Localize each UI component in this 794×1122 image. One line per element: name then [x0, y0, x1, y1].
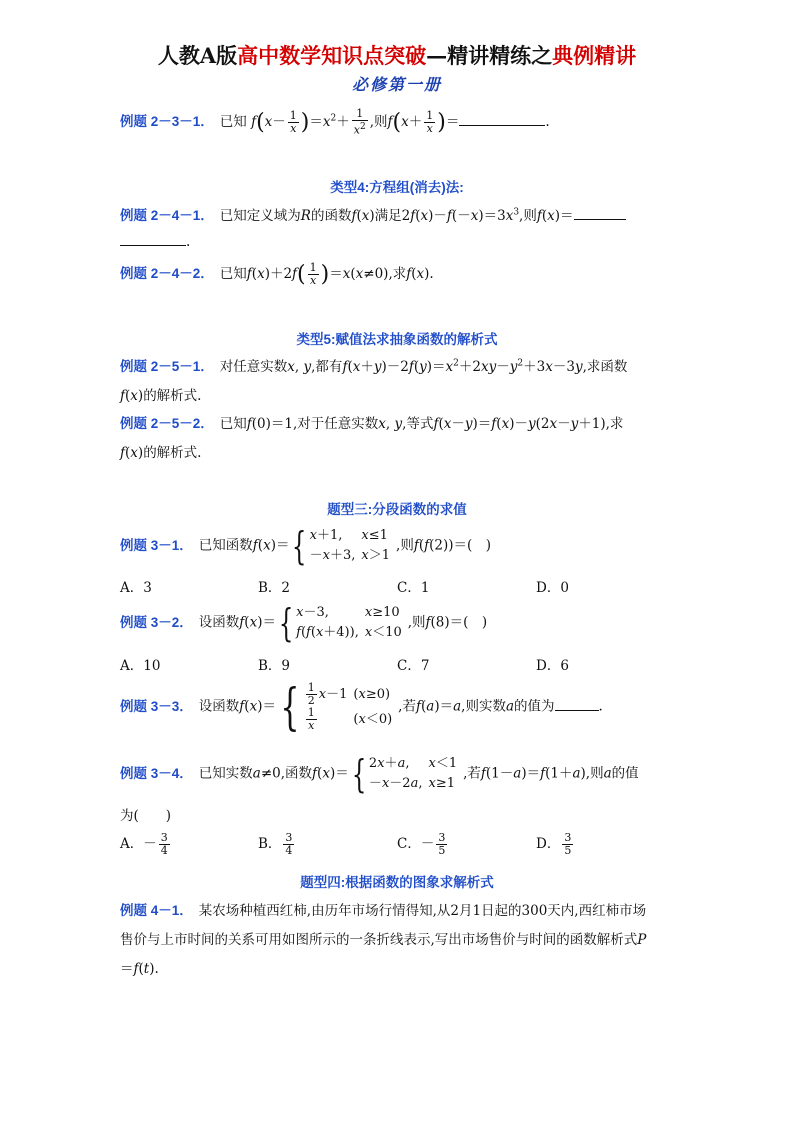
problem-text: .: [186, 234, 191, 250]
problem-text: ,函数: [280, 765, 313, 782]
problem-4-1-cont: 售价与上市时间的关系可用如图所示的一条折线表示,写出市场售价与时间的函数解析式P: [120, 932, 647, 948]
section-type4: 类型4:方程组(消去)法:: [330, 180, 464, 195]
problem-text: ＝( ): [453, 537, 492, 554]
option-b: B．9: [258, 658, 291, 674]
option-label: B．: [258, 836, 282, 852]
option-c: C．－ $\frac{3}{5}$: [397, 831, 446, 857]
option-a: A．3: [120, 580, 152, 596]
problem-text: ,若: [463, 765, 481, 782]
problem-label: 例题 2－3－1．: [120, 113, 214, 129]
option-d: D． $\frac{3}{5}$: [536, 831, 572, 857]
option-label: A．: [120, 836, 144, 852]
problem-text: ,求函数: [582, 359, 628, 375]
option-a: A．－ $\frac{3}{4}$: [120, 831, 168, 857]
problem-text: ,求: [605, 416, 624, 432]
problem-label: 例题 2－4－1．: [120, 208, 214, 223]
option-b: B．2: [258, 580, 291, 596]
problem-3-2: 例题 3－2． 设函数f(x)＝{ x－3, x≥10 f(f(x＋4)), x＜10,则f(8)＝( ): [120, 601, 488, 645]
problem-text: 售价与上市时间的关系可用如图所示的一条折线表示,写出市场售价与时间的函数解析式: [120, 932, 638, 948]
problem-2-4-1: 例题 2－4－1． 已知定义域为R的函数f(x)满足$2f(x)-f(-x)=3x^3$,则f(x)＝: [120, 204, 626, 224]
section-topic4: 题型四:根据函数的图象求解析式: [300, 875, 494, 890]
problem-text: 设函数: [198, 614, 240, 631]
option-a: A．10: [120, 658, 161, 674]
problem-text: ,则: [585, 765, 604, 782]
problem-label: 例题 3－4．: [120, 765, 193, 781]
problem-text: ,若: [398, 698, 416, 715]
problem-label: 例题 3－2．: [120, 614, 193, 630]
page-subtitle: 必修第一册: [351, 75, 442, 94]
problem-text: ,等式: [402, 416, 434, 432]
option-label: C．: [397, 836, 421, 852]
problem-text: 满足: [374, 208, 402, 224]
problem-text: 对任意实数: [219, 359, 288, 375]
problem-3-1: 例题 3－1． 已知函数f(x)＝{ x＋1, x≤1 －x＋3, x＞1,则f(f(2))＝( ): [120, 524, 492, 568]
option-d: D．6: [536, 658, 569, 674]
page-title: [0, 40, 794, 70]
problem-label: 例题 3－1．: [120, 537, 193, 553]
problem-2-4-1-cont: [120, 234, 190, 250]
problem-text: ,则: [519, 208, 537, 224]
problem-label: 例题 4－1．: [120, 903, 193, 918]
option-d: D．0: [536, 580, 569, 596]
problem-text: .: [545, 113, 550, 130]
problem-2-4-2: 例题 2－4－2． 已知f(x)＋2f( $\frac{1}{x}$ )＝x(x≠0),求f(x).: [120, 261, 434, 287]
problem-text: 已知: [219, 416, 247, 432]
problem-4-1: [120, 899, 646, 919]
problem-text: 的解析式.: [143, 445, 202, 461]
problem-text: 已知定义域为: [219, 208, 301, 224]
problem-3-4-cont: 为( ): [120, 808, 172, 824]
problem-text: 已知实数: [198, 765, 253, 782]
option-b: B． $\frac{3}{4}$: [258, 831, 293, 857]
section-type5: 类型5:赋值法求抽象函数的解析式: [296, 332, 498, 347]
problem-text: ,则: [407, 614, 426, 631]
problem-text: 的解析式.: [143, 388, 202, 404]
problem-text: 的值为: [514, 698, 555, 715]
problem-text: ,都有: [311, 359, 343, 375]
problem-text: ,求: [388, 266, 407, 282]
title-part: 人教A版: [157, 43, 238, 68]
problem-3-3: 例题 3－3． 设函数f(x)＝{ $\frac{1}{2}$ x－1 (x≥0) $\frac{1}{x}$ (x＜0),若f(a)＝a,则实数a的值为 .: [120, 678, 603, 736]
problem-text: 的函数: [310, 208, 352, 224]
problem-text: 的值: [611, 765, 639, 782]
title-part: —精讲精练之: [426, 43, 553, 68]
problem-2-3-1: 例题 2－3－1． 已知 f(x－ $\frac{1}{x}$ )$=x^2+$ $\frac{1}{x^2}$ ,则f(x＋ $\frac{1}{x}$ )＝ .: [120, 107, 550, 137]
section-topic3: 题型三:分段函数的求值: [327, 502, 467, 517]
problem-3-4: 例题 3－4． 已知实数a≠0,函数f(x)＝{ 2x＋a, x＜1 －x－2a, x≥1,若f(1－a)＝f(1＋a),则a的值: [120, 752, 639, 796]
title-part: 高中数学知识点突破: [237, 43, 427, 68]
problem-text: 设函数: [198, 698, 240, 715]
problem-text: ＝( ): [449, 614, 488, 631]
option-label: D．: [536, 836, 561, 852]
problem-label: 例题 2－5－1．: [120, 359, 214, 374]
problem-4-1-cont2: ＝f(t).: [120, 961, 159, 977]
problem-text: 某农场种植西红柿,由历年市场行情得知,从2月1日起的300天内,西红柿市场: [198, 903, 647, 919]
problem-text: ,对于任意实数: [293, 416, 379, 432]
problem-text: 已知: [219, 266, 247, 282]
title-part: 典例精讲: [552, 43, 637, 68]
problem-2-5-2: 例题 2－5－2． 已知f(0)＝1,对于任意实数x, y,等式f(x－y)＝f(x)－y(2x－y＋1),求: [120, 416, 624, 432]
problem-text: ,则: [396, 537, 414, 554]
problem-text: ,则: [369, 113, 388, 130]
problem-2-5-1: 例题 2－5－1． 对任意实数x, y,都有$f(x+y)-2f(y)=x^2+2xy-y^2+3x-3y$,求函数: [120, 358, 628, 375]
problem-text: ,则实数: [461, 698, 506, 715]
problem-text: 已知: [219, 113, 247, 130]
problem-label: 例题 3－3．: [120, 698, 193, 714]
option-c: C．1: [397, 580, 430, 596]
problem-label: 例题 2－4－2．: [120, 266, 214, 281]
problem-label: 例题 2－5－2．: [120, 416, 214, 431]
problem-2-5-2-cont: f(x)的解析式.: [120, 445, 202, 461]
problem-2-5-1-cont: f(x)的解析式.: [120, 388, 202, 404]
problem-text: 已知函数: [198, 537, 253, 554]
option-c: C．7: [397, 658, 430, 674]
